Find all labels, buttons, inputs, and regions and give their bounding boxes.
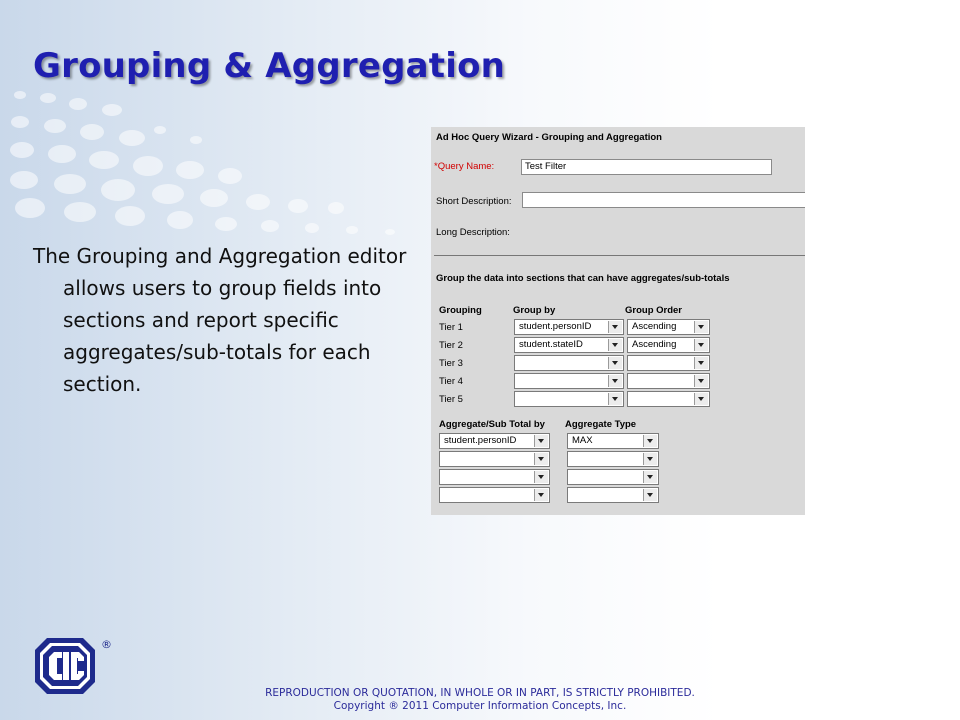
group-by-column-header: Group by (513, 305, 556, 316)
chevron-down-icon[interactable] (643, 453, 657, 465)
chevron-down-icon[interactable] (608, 339, 622, 351)
query-name-label: *Query Name: (434, 161, 495, 172)
chevron-down-icon[interactable] (694, 393, 708, 405)
tier-label: Tier 2 (439, 340, 463, 351)
chevron-down-icon[interactable] (534, 489, 548, 501)
wizard-header: Ad Hoc Query Wizard - Grouping and Aggregation (436, 132, 662, 143)
ad-hoc-query-wizard-panel (431, 127, 805, 515)
tier-group-order-select[interactable] (627, 373, 710, 389)
select-value: MAX (572, 435, 593, 446)
slide-title: Grouping & Aggregation (33, 46, 506, 86)
tier-group-by-select[interactable] (514, 373, 624, 389)
select-value: student.personID (519, 321, 592, 332)
tier-group-by-select[interactable] (514, 355, 624, 371)
tier-label: Tier 5 (439, 394, 463, 405)
chevron-down-icon[interactable] (608, 393, 622, 405)
footer-copyright: Copyright ® 2011 Computer Information Concepts, Inc. (333, 700, 627, 712)
footer-notice: REPRODUCTION OR QUOTATION, IN WHOLE OR IN PART, IS STRICTLY PROHIBITED. (265, 687, 695, 699)
tier-group-by-select[interactable] (514, 337, 624, 353)
chevron-down-icon[interactable] (643, 435, 657, 447)
chevron-down-icon[interactable] (694, 321, 708, 333)
aggregate-field-select[interactable] (439, 487, 550, 503)
chevron-down-icon[interactable] (643, 471, 657, 483)
tier-group-order-select[interactable] (627, 355, 710, 371)
tier-label: Tier 3 (439, 358, 463, 369)
tier-group-order-select[interactable] (627, 391, 710, 407)
short-description-input[interactable] (522, 192, 805, 208)
grouping-section-title: Group the data into sections that can have aggregates/sub-totals (436, 273, 730, 284)
tier-group-by-select[interactable] (514, 391, 624, 407)
long-description-label: Long Description: (436, 227, 510, 238)
select-value: student.stateID (519, 339, 583, 350)
grouping-column-header: Grouping (439, 305, 482, 316)
tier-group-by-select[interactable] (514, 319, 624, 335)
chevron-down-icon[interactable] (643, 489, 657, 501)
chevron-down-icon[interactable] (694, 339, 708, 351)
select-value: student.personID (444, 435, 517, 446)
tier-group-order-select[interactable] (627, 319, 710, 335)
long-description-divider (434, 255, 805, 256)
select-value: Ascending (632, 321, 677, 332)
tier-label: Tier 1 (439, 322, 463, 333)
chevron-down-icon[interactable] (534, 435, 548, 447)
aggregate-field-select[interactable] (439, 451, 550, 467)
footer (0, 687, 960, 713)
select-value: Ascending (632, 339, 677, 350)
short-description-label: Short Description: (436, 196, 512, 207)
aggregate-sub-total-by-header: Aggregate/Sub Total by (439, 419, 545, 430)
chevron-down-icon[interactable] (608, 375, 622, 387)
aggregate-type-select[interactable] (567, 433, 659, 449)
aggregate-type-header: Aggregate Type (565, 419, 637, 430)
chevron-down-icon[interactable] (608, 321, 622, 333)
tier-label: Tier 4 (439, 376, 463, 387)
aggregate-type-select[interactable] (567, 469, 659, 485)
tier-group-order-select[interactable] (627, 337, 710, 353)
registered-mark: ® (101, 638, 112, 651)
group-order-column-header: Group Order (625, 305, 683, 316)
chevron-down-icon[interactable] (608, 357, 622, 369)
slide-body-text: The Grouping and Aggregation editor allows users to group fields into sections and report specific aggregates/sub-totals for each section. (33, 244, 407, 396)
query-name-input[interactable]: Test Filter (521, 159, 772, 175)
aggregate-type-select[interactable] (567, 451, 659, 467)
chevron-down-icon[interactable] (694, 357, 708, 369)
chevron-down-icon[interactable] (534, 453, 548, 465)
aggregate-field-select[interactable] (439, 469, 550, 485)
aggregate-type-select[interactable] (567, 487, 659, 503)
aggregate-field-select[interactable] (439, 433, 550, 449)
chevron-down-icon[interactable] (694, 375, 708, 387)
chevron-down-icon[interactable] (534, 471, 548, 483)
